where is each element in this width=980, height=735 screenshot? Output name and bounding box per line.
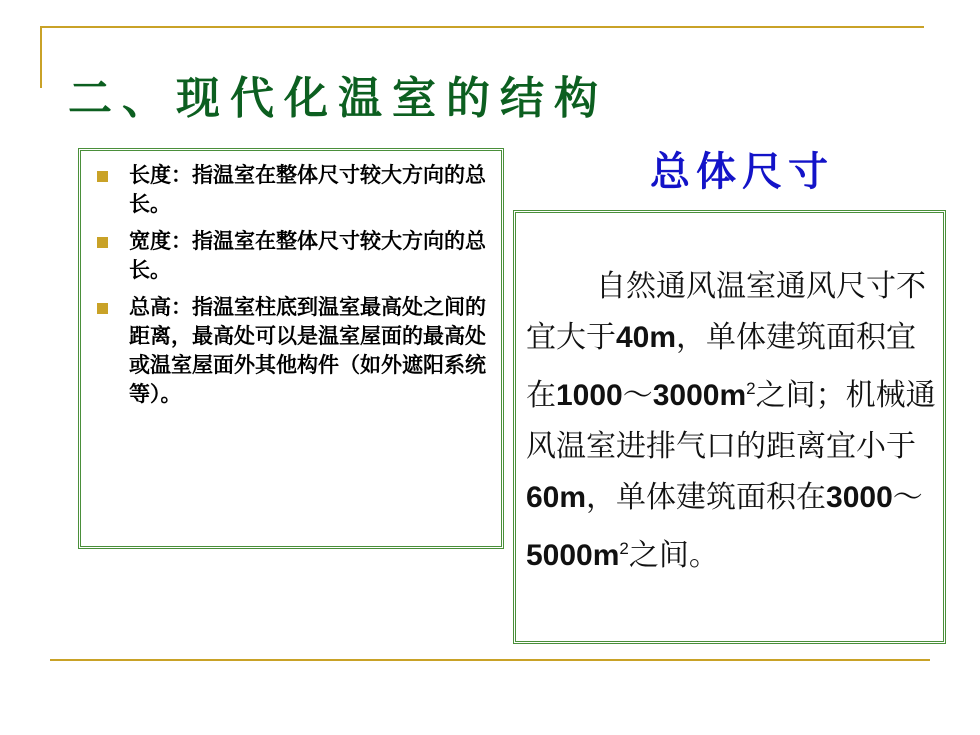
paragraph-number: 60m [526,481,587,514]
paragraph-text: ～ [622,378,653,413]
top-rule [40,26,924,28]
paragraph-text: 之间。 [628,538,719,573]
list-item [97,161,495,219]
paragraph-text: ～ [892,480,923,515]
paragraph-number: 3000 [826,481,893,514]
bullet-list [81,151,501,409]
paragraph-text: ，单体建筑面积在 [586,480,827,515]
superscript: 2 [746,379,756,398]
bullet-length: 长度：指温室在整体尺寸较大方向的总长。 [129,163,486,216]
paragraph-text: 之间；机械通风温室进排气口的距离宜小于 [526,378,936,464]
slide-title: 二、现代化温室的结构 [68,73,608,124]
list-item [97,293,495,409]
paragraph-text: ，单体建筑面积宜在 [526,320,917,413]
paragraph-number: 5000m [526,539,620,572]
bullet-width: 宽度：指温室在整体尺寸较大方向的总长。 [129,229,486,282]
definitions-box [78,148,504,549]
dimensions-box [513,210,946,644]
paragraph-number: 40m [616,321,677,354]
bottom-rule [50,659,930,661]
left-rule [40,26,42,88]
square-bullet-icon [97,237,108,248]
list-item [97,227,495,285]
dimensions-paragraph [526,261,938,581]
square-bullet-icon [97,171,108,182]
square-bullet-icon [97,303,108,314]
paragraph-number: 3000m [652,379,747,412]
paragraph-number: 1000 [556,379,623,412]
paragraph-text: 自然通风温室通风尺寸不宜大于 [526,269,926,355]
slide-subtitle: 总体尺寸 [650,148,834,195]
bullet-height: 总高：指温室柱底到温室最高处之间的距离，最高处可以是温室屋面的最高处或温室屋面外其他构件（如外遮阳系统等）。 [129,295,486,406]
superscript: 2 [619,539,629,558]
